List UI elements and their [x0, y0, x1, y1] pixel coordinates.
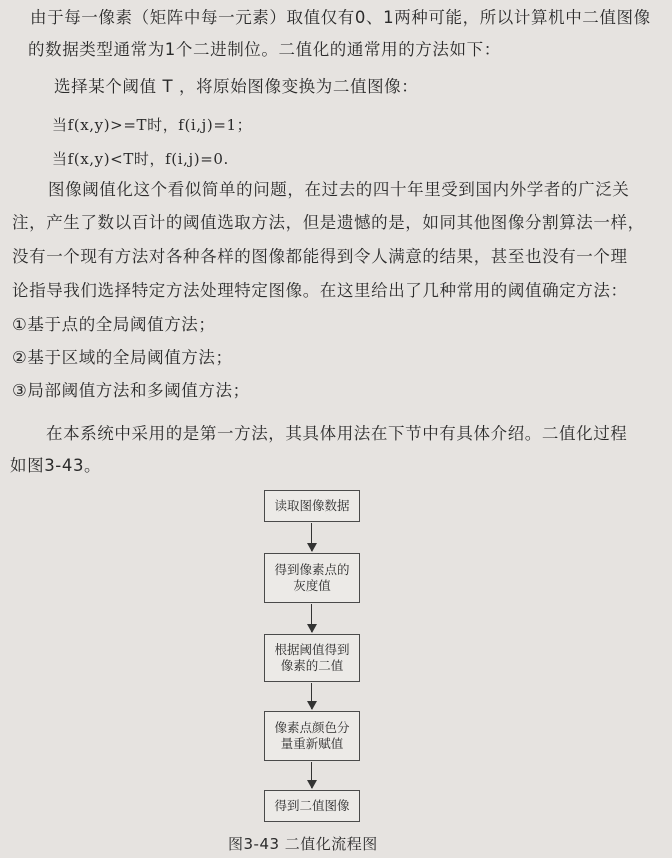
flow-arrow	[311, 762, 312, 788]
paragraph-2-line-3: 没有一个现有方法对各种各样的图像都能得到令人满意的结果，甚至也没有一个理	[12, 247, 628, 266]
paragraph-3-line-2: 如图3-43。	[10, 456, 102, 475]
flow-step-binary-image	[264, 790, 360, 822]
figure-caption: 图3-43 二值化流程图	[228, 835, 378, 853]
flow-arrow	[311, 523, 312, 551]
threshold-intro-line: 选择某个阈值 T ，将原始图像变换为二值图像：	[54, 77, 419, 96]
flow-step-read-image	[264, 490, 360, 522]
paragraph-3-line-1: 在本系统中采用的是第一方法，其具体用法在下节中有具体介绍。二值化过程	[46, 424, 628, 443]
method-item-2: ②基于区域的全局阈值方法；	[12, 348, 233, 367]
method-item-1: ①基于点的全局阈值方法；	[12, 315, 216, 334]
flow-step-label: 读取图像数据	[274, 498, 350, 513]
flow-step-label: 灰度值	[293, 578, 331, 593]
flow-step-label: 像素点颜色分	[274, 720, 350, 735]
flow-step-label: 根据阈值得到	[274, 642, 350, 657]
flow-step-threshold	[264, 634, 360, 682]
flow-arrow	[311, 683, 312, 709]
formula-line-1: 当f(x,y)>=T时，f(i,j)=1；	[52, 116, 253, 134]
flow-step-label: 量重新赋值	[280, 736, 344, 751]
flow-step-label: 得到像素点的	[274, 562, 350, 577]
paragraph-2-line-2: 注，产生了数以百计的阈值选取方法，但是遗憾的是，如同其他图像分割算法一样，	[12, 213, 645, 232]
flow-step-reassign	[264, 711, 360, 761]
flow-step-label: 像素的二值	[280, 658, 344, 673]
flow-step-get-gray	[264, 553, 360, 603]
flow-arrow	[311, 604, 312, 632]
method-item-3: ③局部阈值方法和多阈值方法；	[12, 381, 250, 400]
paragraph-line-2: 的数据类型通常为1个二进制位。二值化的通常用的方法如下：	[28, 40, 501, 59]
paragraph-2-line-4: 论指导我们选择特定方法处理特定图像。在这里给出了几种常用的阈值确定方法：	[12, 281, 628, 300]
flow-step-label: 得到二值图像	[274, 798, 350, 813]
formula-line-2: 当f(x,y)<T时，f(i,j)=0.	[52, 150, 229, 168]
paragraph-line-1: 由于每一像素（矩阵中每一元素）取值仅有0、1两种可能，所以计算机中二值图像	[30, 8, 651, 27]
paragraph-2-line-1: 图像阈值化这个看似简单的问题，在过去的四十年里受到国内外学者的广泛关	[48, 180, 630, 199]
